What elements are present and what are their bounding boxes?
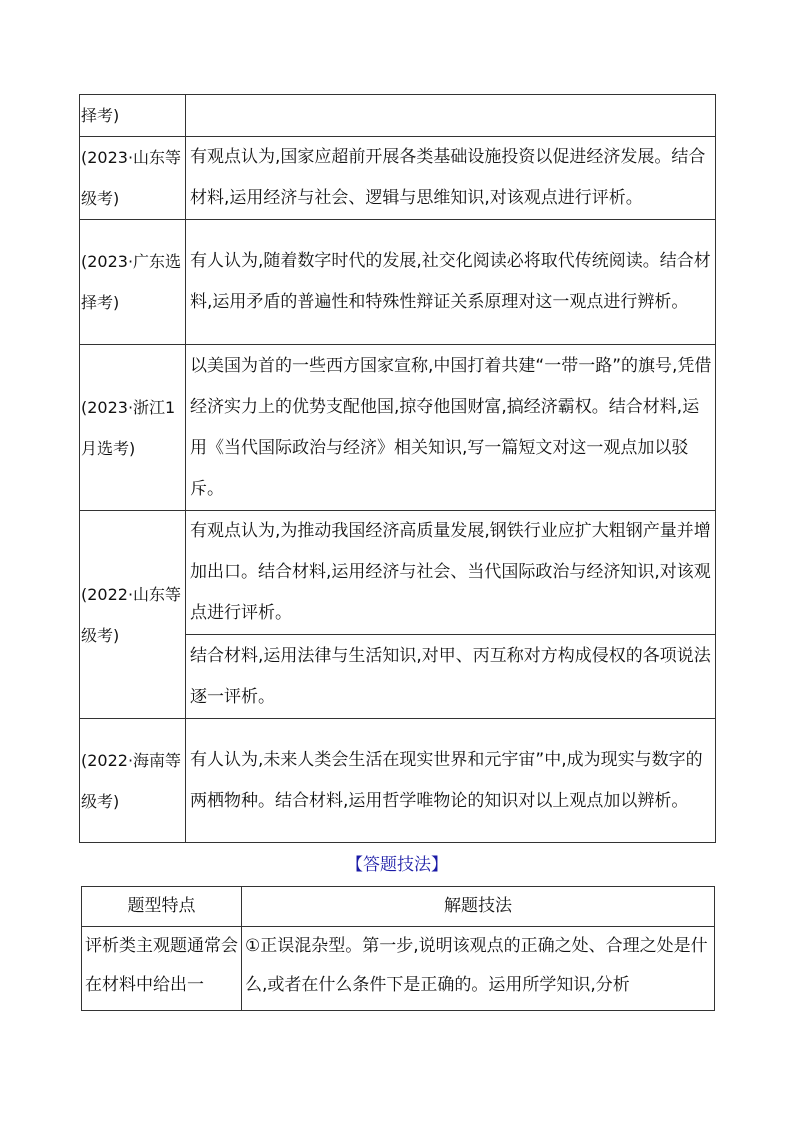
feature-cell: 评析类主观题通常会在材料中给出一 xyxy=(82,927,242,1011)
table-row xyxy=(80,345,716,511)
question-cell xyxy=(186,95,716,137)
source-cell: (2022·山东等级考) xyxy=(80,511,186,719)
table-header-row xyxy=(82,887,715,927)
question-table xyxy=(79,94,716,843)
table-row xyxy=(80,137,716,220)
question-cell: 有人认为,未来人类会生活在现实世界和元宇宙”中,成为现实与数字的两栖物种。结合材料,运用哲学唯物论的知识对以上观点加以辨析。 xyxy=(186,719,716,843)
header-feature: 题型特点 xyxy=(82,887,242,927)
table-row xyxy=(80,220,716,345)
source-cell: (2022·海南等级考) xyxy=(80,719,186,843)
source-cell: (2023·广东选择考) xyxy=(80,220,186,345)
table-row xyxy=(80,95,716,137)
section-heading: 【答题技法】 xyxy=(346,855,448,875)
technique-cell: ①正误混杂型。第一步,说明该观点的正确之处、合理之处是什么,或者在什么条件下是正确的。运用所学知识,分析 xyxy=(242,927,715,1011)
table-row xyxy=(80,719,716,843)
table-row xyxy=(80,511,716,635)
question-cell: 有观点认为,国家应超前开展各类基础设施投资以促进经济发展。结合材料,运用经济与社会、逻辑与思维知识,对该观点进行评析。 xyxy=(186,137,716,220)
question-cell: 有观点认为,为推动我国经济高质量发展,钢铁行业应扩大粗钢产量并增加出口。结合材料,运用经济与社会、当代国际政治与经济知识,对该观点进行评析。 xyxy=(186,511,716,635)
source-cell: (2023·浙江1月选考) xyxy=(80,345,186,511)
question-cell: 有人认为,随着数字时代的发展,社交化阅读必将取代传统阅读。结合材料,运用矛盾的普遍性和特殊性辩证关系原理对这一观点进行辨析。 xyxy=(186,220,716,345)
table-row xyxy=(82,927,715,1011)
question-cell: 以美国为首的一些西方国家宣称,中国打着共建“一带一路”的旗号,凭借经济实力上的优势支配他国,掠夺他国财富,搞经济霸权。结合材料,运用《当代国际政治与经济》相关知识,写一篇短文对这一观点加以驳斥。 xyxy=(186,345,716,511)
technique-table xyxy=(81,886,715,1011)
question-cell: 结合材料,运用法律与生活知识,对甲、丙互称对方构成侵权的各项说法逐一评析。 xyxy=(186,635,716,719)
source-cell: (2023·山东等级考) xyxy=(80,137,186,220)
source-cell: 择考) xyxy=(80,95,186,137)
header-technique: 解题技法 xyxy=(242,887,715,927)
